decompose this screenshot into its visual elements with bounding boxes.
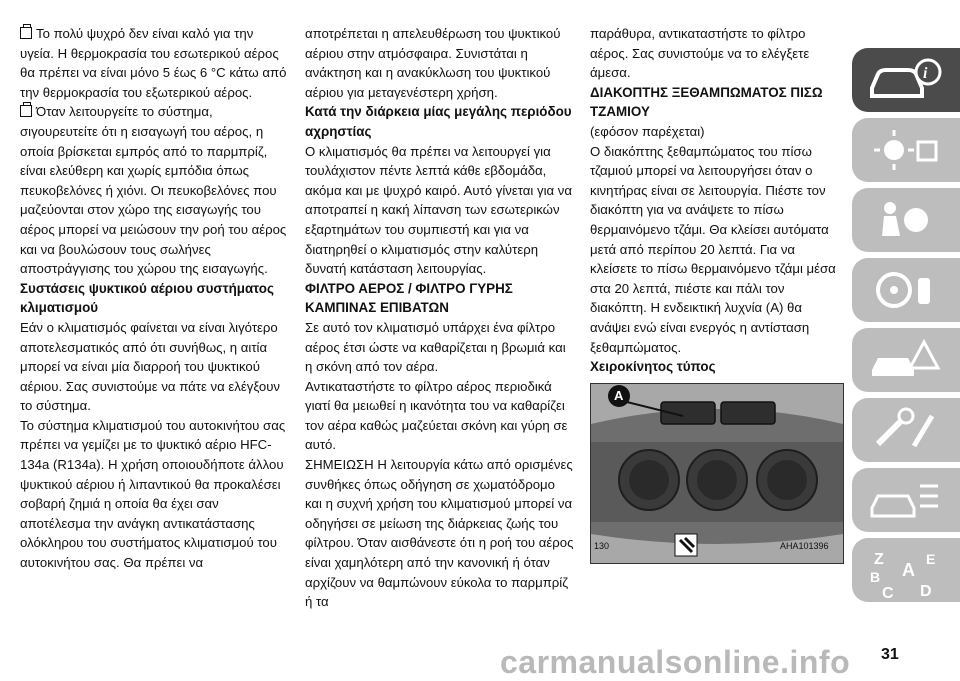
page-number: 31 xyxy=(881,646,899,663)
index-letter: E xyxy=(926,551,936,567)
paragraph: (εφόσον παρέχεται) xyxy=(590,123,705,139)
svg-text:i: i xyxy=(923,65,928,82)
tab-index[interactable] xyxy=(852,538,960,602)
tab-specifications[interactable] xyxy=(852,468,960,532)
paragraph: Αντικαταστήστε το φίλτρο αέρος περιοδικά γιατί θα μειωθεί η ικανότητα του να καθαρίζει τον αέρα καθώς μαζεύεται σκόνη και γύρη σε αυτό. xyxy=(305,378,568,453)
section-heading: Κατά την διάρκεια μίας μεγάλης περιόδου αχρηστίας xyxy=(305,104,572,139)
paragraph: Ο διακόπτης ξεθαμπώματος του πίσω τζαμιού μπορεί να λειτουργήσει όταν ο κινητήρας είναι σε λειτουργία. Πιέστε τον διακόπτη για να ανάψετε το πίσω θερμαινόμενο τζάμι. Θα κλείσει αυτόματα μετά από περίπου 20 λεπτά. Για να κλείσετε το πίσω θερμαινόμενο τζάμι μέσα στα 20 λεπτά, πιέστε και πάλι τον διακόπτη. Η ενδεικτική λυχνία (A) θα ανάψει ενώ είναι ενεργός η αντίσταση ξεθαμπώματος. xyxy=(590,143,836,355)
paragraph: Το σύστημα κλιματισμού του αυτοκινήτου σας πρέπει να γεμίζει με το ψυκτικό αέριο HFC-134a (R134a). Η χρήση οποιουδήποτε άλλου ψυκτικού αέριου ή λιπαντικού θα προκαλέσει σοβαρή ζημιά η οποία θα έχει σαν αποτέλεσμα την ανάγκη αντικατάστασης ολόκληρου του συστήματος κλιματισμού του αυτοκινήτου σας. Θα πρέπει να xyxy=(20,417,286,571)
tab-driving[interactable] xyxy=(852,258,960,322)
section-heading: Συστάσεις ψυκτικού αέριου συστήματος κλιματισμού xyxy=(20,280,274,316)
tab-safety[interactable] xyxy=(852,188,960,252)
index-letter: D xyxy=(920,583,932,600)
tab-lights[interactable] xyxy=(852,118,960,182)
paragraph: Ο κλιματισμός θα πρέπει να λειτουργεί για τουλάχιστον πέντε λεπτά κάθε εβδομάδα, ακόμα και με ψυχρό καιρό. Αυτό γίνεται για να αποτραπεί η κακή λίπανση των εσωτερικών εξαρτημάτων του συμπιεστή και για να διατηρηθεί ο κλιματισμός στην καλύτερη δυνατή κατάσταση λειτουργίας. xyxy=(305,143,573,277)
note-icon xyxy=(20,105,32,117)
figure-code: AHA101396 xyxy=(780,541,829,551)
index-letter: A xyxy=(902,560,915,580)
airbag-person-icon xyxy=(868,196,944,244)
tab-car-info[interactable] xyxy=(852,48,960,112)
paragraph: Το πολύ ψυχρό δεν είναι καλό για την υγεία. Η θερμοκρασία του εσωτερικού αέρος θα πρέπει να είναι μόνο 5 έως 6 °C κάτω από την θερμοκρασία του εξωτερικού αέρος. xyxy=(20,26,287,100)
paragraph: αποτρέπεται η απελευθέρωση του ψυκτικού αέριου στην ατμόσφαιρα. Συνιστάται η ανάκτηση και η ανακύκλωση του ψυκτικού αέριου για μεταγενέστερη χρήση. xyxy=(305,26,561,100)
column-3 xyxy=(590,24,842,377)
paragraph: Σε αυτό τον κλιματισμό υπάρχει ένα φίλτρο αέρος έτσι ώστε να καθαρίζεται η βρωμιά και η σκόνη από τον αέρα. xyxy=(305,319,566,375)
figure-callout-label: A xyxy=(614,388,624,403)
car-warning-icon xyxy=(868,336,944,384)
tab-emergency[interactable] xyxy=(852,328,960,392)
tab-maintenance[interactable] xyxy=(852,398,960,462)
tools-icon xyxy=(868,406,944,454)
car-specs-icon xyxy=(868,476,944,524)
watermark: carmanualsonline.info xyxy=(500,644,851,680)
paragraph: Όταν λειτουργείτε το σύστημα, σιγουρευτείτε ότι η εισαγωγή του αέρος, η οποία βρίσκεται εμπρός από το παρμπρίζ, είναι ελεύθερη και χωρίς εμπόδια όπως πευκοβελόνες ή χιόνι. Οι πευκοβελόνες που μαζεύονται στον χώρο της εισαγωγής του αέρος μπορεί να μειώσουν την ροή του αέρος και να βουλώσουν τους σωλήνες αποστράγγισης του χώρου της εισαγωγής. xyxy=(20,104,287,277)
note-icon xyxy=(20,27,32,39)
climate-panel-illustration xyxy=(591,384,843,563)
index-letters-icon xyxy=(868,546,944,602)
figure-number: 130 xyxy=(594,541,610,551)
section-heading: Χειροκίνητος τύπος xyxy=(590,359,716,375)
section-heading: ΔΙΑΚΟΠΤΗΣ ΞΕΘΑΜΠΩΜΑΤΟΣ ΠΙΣΩ ΤΖΑΜΙΟΥ xyxy=(590,84,823,120)
paragraph: ΣΗΜΕΙΩΣΗ Η λειτουργία κάτω από ορισμένες συνθήκες όπως οδήγηση σε χωματόδρομο και η συχνή χρήση του κλιματισμού μπορεί να οδηγήσει σε μείωση της διάρκειας ζωής του φίλτρου. Όταν αισθάνεστε ότι η ροή του αέρος είναι χαμηλότερη από την κανονική ή όταν αρχίζουν να θαμπώνουν εύκολα το παρμπρίζ ή τα xyxy=(305,457,574,610)
paragraph: Εάν ο κλιματισμός φαίνεται να είναι λιγότερο αποτελεσματικός από ότι συνήθως, η αιτία μπορεί να είναι μία διαρροή του ψυκτικού αέριου. Σας συνιστούμε να πάτε να ελέγξουν το σύστημα. xyxy=(20,319,281,414)
paragraph: παράθυρα, αντικαταστήστε το φίλτρο αέρος. Σας συνιστούμε να το ελέγξετε άμεσα. xyxy=(590,26,810,81)
column-2 xyxy=(305,24,575,612)
sun-light-icon xyxy=(868,126,944,174)
chapter-tabs xyxy=(852,48,960,608)
index-letter: C xyxy=(882,585,894,602)
climate-control-figure xyxy=(590,383,844,564)
index-letter: Z xyxy=(874,551,884,568)
column-1 xyxy=(20,24,290,573)
section-heading: ΦΙΛΤΡΟ ΑΕΡΟΣ / ΦΙΛΤΡΟ ΓΥΡΗΣ ΚΑΜΠΙΝΑΣ ΕΠΙΒΑΤΩΝ xyxy=(305,280,513,316)
index-letter: B xyxy=(870,569,881,585)
wheel-pedal-icon xyxy=(868,266,944,314)
car-info-icon xyxy=(868,56,944,104)
